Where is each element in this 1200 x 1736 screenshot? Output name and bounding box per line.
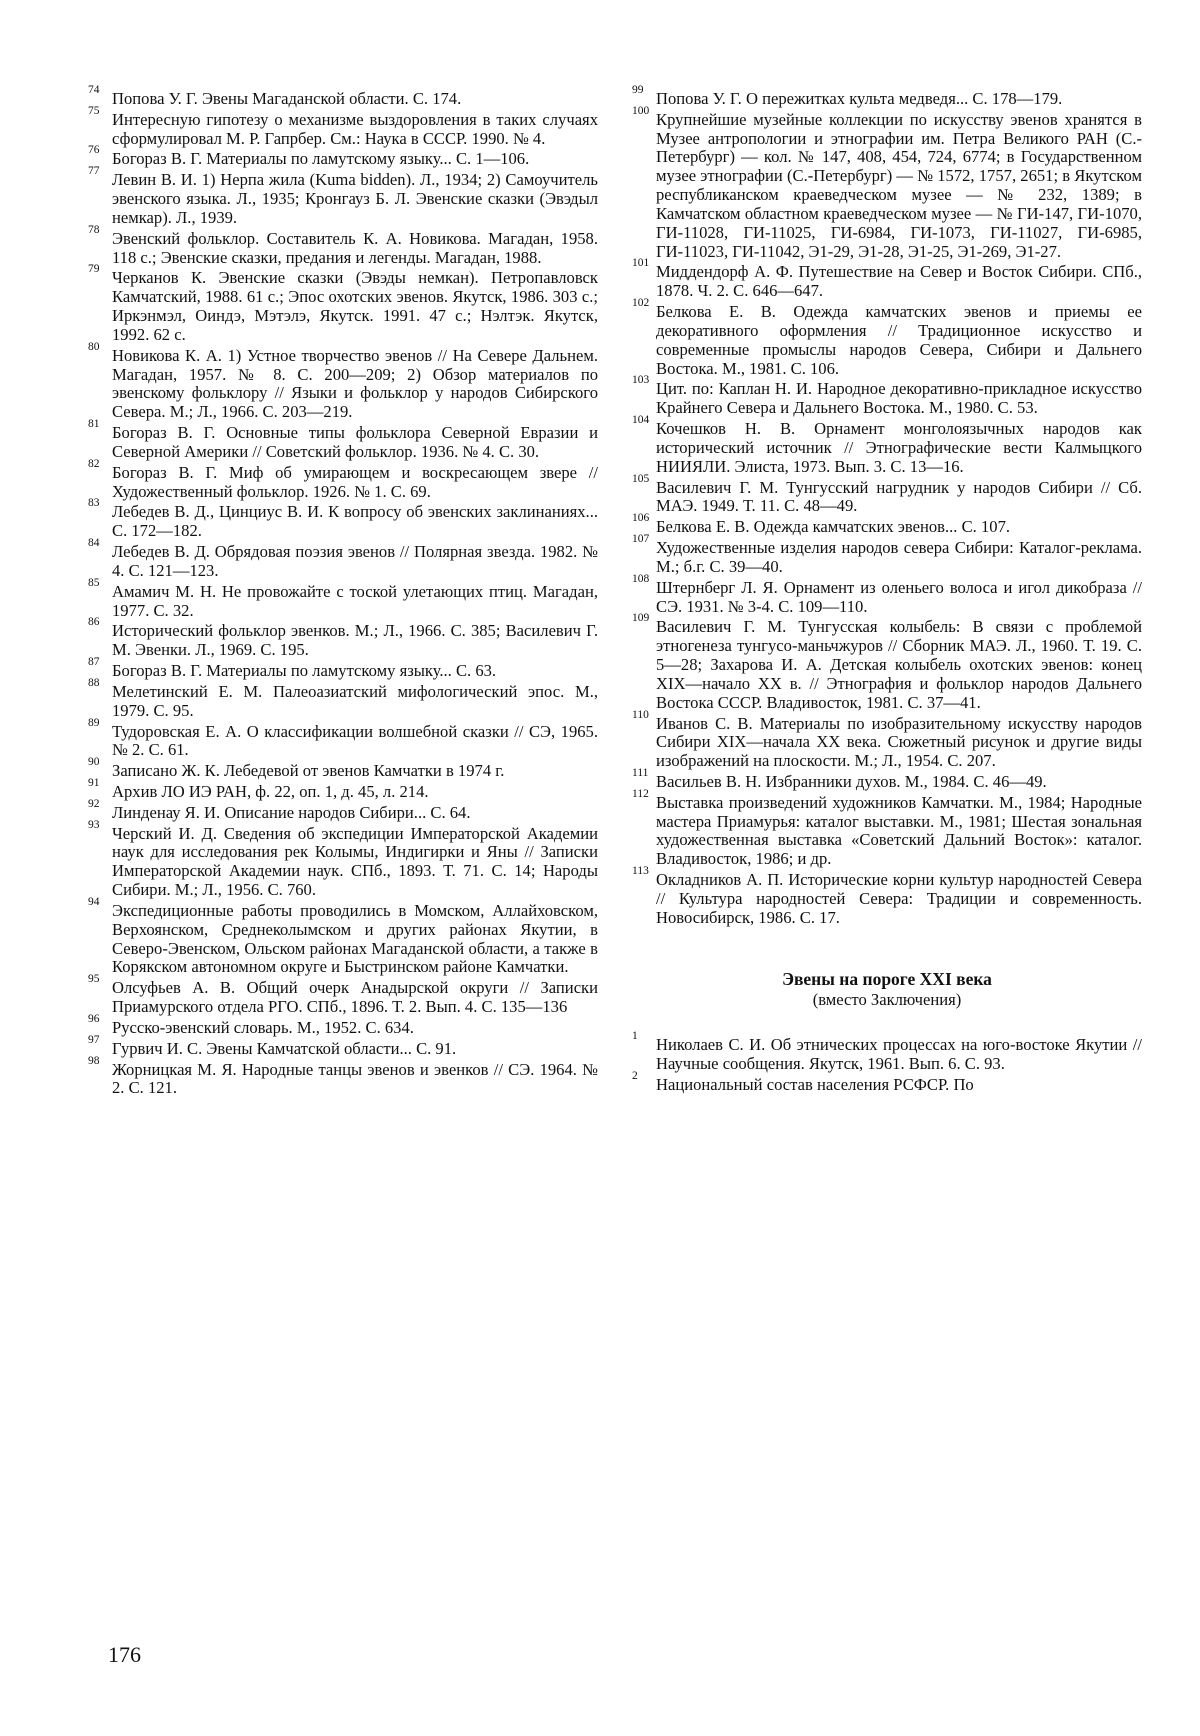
page-number: 176 [108, 1642, 141, 1668]
footnote-number: 77 [88, 165, 100, 178]
footnote-text: Черканов К. Эвенские сказки (Эвэды немкан). Петропавловск Камчатский, 1988. 61 с.; Эпос охотских эвенов. Якутск, 1986. 303 с.; Иркэнмэл, Оиндэ, Мэтэлэ, Якутск. 1991. 47 с.; Нэлтэк. Якутск, 1992. 62 с. [112, 268, 598, 343]
footnote-number: 97 [88, 1034, 100, 1047]
footnote [88, 683, 598, 721]
footnote [88, 1040, 598, 1059]
footnote [88, 424, 598, 462]
footnote-text: Иванов С. В. Материалы по изобразительному искусству народов Сибири XIX—начала XX века. Сюжетный рисунок и другие виды изображений на плоскости. М.; Л., 1954. С. 207. [656, 714, 1142, 771]
book-page [0, 0, 1200, 1736]
footnote [632, 518, 1142, 537]
footnote [632, 1036, 1142, 1074]
footnote-text: Амамич М. Н. Не провожайте с тоской улетающих птиц. Магадан, 1977. С. 32. [112, 582, 598, 620]
footnote-number: 110 [632, 709, 649, 722]
footnote-number: 79 [88, 263, 100, 276]
footnote [88, 171, 598, 227]
footnote-number: 89 [88, 717, 100, 730]
footnote-number: 85 [88, 577, 100, 590]
footnote-text: Записано Ж. К. Лебедевой от эвенов Камчатки в 1974 г. [112, 761, 504, 780]
footnote-number: 104 [632, 414, 649, 427]
footnote [88, 979, 598, 1017]
footnote-text: Миддендорф А. Ф. Путешествие на Север и Восток Сибири. СПб., 1878. Ч. 2. С. 646—647. [656, 262, 1142, 300]
footnote-text: Богораз В. Г. Материалы по ламутскому языку... С. 63. [112, 661, 496, 680]
footnote [88, 662, 598, 681]
footnote-text: Мелетинский Е. М. Палеоазиатский мифологический эпос. М., 1979. С. 95. [112, 682, 598, 720]
footnote-text: Русско-эвенский словарь. М., 1952. С. 634. [112, 1018, 414, 1037]
footnote-text: Тудоровская Е. А. О классификации волшебной сказки // СЭ, 1965. № 2. С. 61. [112, 722, 598, 760]
footnote-text: Белкова Е. В. Одежда камчатских эвенов и приемы ее декоративного оформления // Традиционное искусство и современные промыслы народов Севера, Сибири и Дальнего Востока. М., 1981. С. 106. [656, 302, 1142, 377]
footnote-text: Николаев С. И. Об этнических процессах на юго-востоке Якутии // Научные сообщения. Якутск, 1961. Вып. 6. С. 93. [656, 1035, 1142, 1073]
footnote-number: 108 [632, 573, 649, 586]
footnote-text: Василевич Г. М. Тунгусский нагрудник у народов Сибири // Сб. МАЭ. 1949. Т. 11. С. 48—49. [656, 478, 1142, 516]
footnote [88, 269, 598, 344]
footnote-number: 2 [632, 1070, 638, 1083]
footnote-text: Цит. по: Каплан Н. И. Народное декоративно-прикладное искусство Крайнего Севера и Дальнего Востока. М., 1980. С. 53. [656, 379, 1142, 417]
footnote-text: Экспедиционные работы проводились в Момском, Аллайховском, Верхоянском, Среднеколымском и других районах Якутии, в Северо-Эвенском, Ольском районах Магаданской области, а также в Корякском автономном округе и Быстринском районе Камчатки. [112, 901, 598, 976]
footnote [88, 1061, 598, 1099]
footnote-number: 92 [88, 798, 100, 811]
footnote-text: Лебедев В. Д. Обрядовая поэзия эвенов // Полярная звезда. 1982. № 4. С. 121—123. [112, 542, 598, 580]
footnote [632, 539, 1142, 577]
footnote-text: Белкова Е. В. Одежда камчатских эвенов... С. 107. [656, 517, 1010, 536]
footnote-text: Эвенский фольклор. Составитель К. А. Новикова. Магадан, 1958. 118 с.; Эвенские сказки, предания и легенды. Магадан, 1988. [112, 229, 598, 267]
footnote [88, 902, 598, 977]
footnote [88, 622, 598, 660]
section-title: Эвены на пороге XXI века [632, 970, 1142, 990]
footnote [632, 794, 1142, 869]
footnote-number: 105 [632, 473, 649, 486]
footnote [632, 111, 1142, 262]
footnote-text: Попова У. Г. О пережитках культа медведя... С. 178—179. [656, 89, 1062, 108]
footnote-number: 1 [632, 1030, 638, 1043]
footnote-text: Линденау Я. И. Описание народов Сибири... С. 64. [112, 803, 471, 822]
footnote [88, 804, 598, 823]
footnote-number: 112 [632, 788, 649, 801]
section-notes-list [632, 1036, 1142, 1094]
footnote-text: Попова У. Г. Эвены Магаданской области. С. 174. [112, 89, 461, 108]
footnote-text: Левин В. И. 1) Нерпа жила (Kuma bidden). Л., 1934; 2) Самоучитель эвенского языка. Л., 1935; Кронгауз Б. Л. Эвенские сказки (Эвэдыл немкар). Л., 1939. [112, 170, 598, 227]
footnote [88, 723, 598, 761]
footnote-number: 78 [88, 224, 100, 237]
footnote-number: 102 [632, 297, 649, 310]
footnote-number: 90 [88, 756, 100, 769]
footnote-text: Кочешков Н. В. Орнамент монголоязычных народов как исторический источник // Этнографические вести Калмыцкого НИИЯЛИ. Элиста, 1973. Вып. 3. С. 13—16. [656, 419, 1142, 476]
footnote [88, 583, 598, 621]
footnote [632, 90, 1142, 109]
footnote [632, 871, 1142, 927]
footnote-text: Богораз В. Г. Миф об умирающем и воскресающем звере // Художественный фольклор. 1926. № 1. С. 69. [112, 463, 598, 501]
section-subtitle: (вместо Заключения) [632, 991, 1142, 1010]
footnote-number: 75 [88, 105, 100, 118]
footnote [88, 230, 598, 268]
footnote-number: 101 [632, 257, 649, 270]
footnote-text: Лебедев В. Д., Цинциус В. И. К вопросу об эвенских заклинаниях... С. 172—182. [112, 502, 598, 540]
footnote-text: Новикова К. А. 1) Устное творчество эвенов // На Севере Дальнем. Магадан, 1957. № 8. С. 200—209; 2) Обзор материалов по эвенскому фольклору // Языки и фольклор у народов Сибирского Севера. М.; Л., 1966. С. 203—219. [112, 346, 598, 421]
footnote-text: Жорницкая М. Я. Народные танцы эвенов и эвенков // СЭ. 1964. № 2. С. 121. [112, 1060, 598, 1098]
footnote-number: 98 [88, 1055, 100, 1068]
footnote [632, 618, 1142, 712]
footnote [88, 90, 598, 109]
footnote-text: Художественные изделия народов севера Сибири: Каталог-реклама. М.; б.г. С. 39—40. [656, 538, 1142, 576]
footnote-text: Гурвич И. С. Эвены Камчатской области... С. 91. [112, 1039, 456, 1058]
footnote [88, 503, 598, 541]
footnote [632, 1076, 1142, 1095]
footnote-number: 113 [632, 865, 649, 878]
footnote-number: 100 [632, 105, 649, 118]
footnote [632, 380, 1142, 418]
footnote-number: 81 [88, 418, 100, 431]
footnote [88, 762, 598, 781]
footnote-text: Штернберг Л. Я. Орнамент из оленьего волоса и игол дикобраза // СЭ. 1931. № 3-4. С. 109—110. [656, 578, 1142, 616]
footnote-number: 93 [88, 819, 100, 832]
footnote-text: Олсуфьев А. В. Общий очерк Анадырской округи // Записки Приамурского отдела РГО. СПб., 1896. Т. 2. Вып. 4. С. 135—136 [112, 978, 598, 1016]
footnote [88, 111, 598, 149]
footnote-text: Васильев В. Н. Избранники духов. М., 1984. С. 46—49. [656, 772, 1047, 791]
footnote [632, 579, 1142, 617]
footnote [88, 1019, 598, 1038]
footnote-number: 96 [88, 1013, 100, 1026]
footnote-text: Богораз В. Г. Основные типы фольклора Северной Евразии и Северной Америки // Советский фольклор. 1936. № 4. С. 30. [112, 423, 598, 461]
footnote-text: Выставка произведений художников Камчатки. М., 1984; Народные мастера Приамурья: каталог выставки. М., 1981; Шестая зональная художественная выставка «Советский Дальний Восток»: каталог. Владивосток, 1986; и др. [656, 793, 1142, 868]
footnote-text: Архив ЛО ИЭ РАН, ф. 22, оп. 1, д. 45, л. 214. [112, 782, 429, 801]
footnote-text: Исторический фольклор эвенков. М.; Л., 1966. С. 385; Василевич Г. М. Эвенки. Л., 1969. С. 195. [112, 621, 598, 659]
footnote [632, 420, 1142, 476]
footnote-number: 91 [88, 777, 100, 790]
footnote [88, 825, 598, 900]
footnote-number: 103 [632, 374, 649, 387]
footnote-number: 94 [88, 896, 100, 909]
footnote-number: 95 [88, 973, 100, 986]
footnote-number: 107 [632, 533, 649, 546]
footnote-number: 99 [632, 84, 644, 97]
right-notes-list [632, 90, 1142, 928]
footnote [88, 783, 598, 802]
footnote-text: Национальный состав населения РСФСР. По [656, 1075, 974, 1094]
footnote-text: Интересную гипотезу о механизме выздоровления в таких случаях сформулировал М. Р. Гапрбер. См.: Наука в СССР. 1990. № 4. [112, 110, 598, 148]
footnote-number: 82 [88, 458, 100, 471]
right-column [632, 90, 1142, 1097]
footnote [88, 464, 598, 502]
footnote-number: 74 [88, 84, 100, 97]
footnote [632, 303, 1142, 378]
footnote-text: Василевич Г. М. Тунгусская колыбель: В связи с проблемой этногенеза тунгусо-маньчжуров // Сборник МАЭ. Л., 1960. Т. 19. С. 5—28; Захарова И. А. Детская колыбель охотских эвенов: конец XIX—начало XX в. // Этнография и фольклор народов Дальнего Востока СССР. Владивосток, 1981. С. 37—41. [656, 617, 1142, 711]
footnote-number: 76 [88, 144, 100, 157]
footnote-number: 84 [88, 537, 100, 550]
footnote [88, 150, 598, 169]
footnote-number: 111 [632, 767, 648, 780]
footnote [632, 715, 1142, 771]
footnote-number: 88 [88, 677, 100, 690]
footnote-number: 109 [632, 612, 649, 625]
footnote-text: Черский И. Д. Сведения об экспедиции Императорской Академии наук для исследования рек Колымы, Индигирки и Яны // Записки Императорской Академии наук. СПб., 1893. Т. 71. С. 14; Народы Сибири. М.; Л., 1956. С. 760. [112, 824, 598, 899]
footnote-number: 106 [632, 512, 649, 525]
footnote-number: 83 [88, 497, 100, 510]
footnote-number: 87 [88, 656, 100, 669]
footnote [632, 773, 1142, 792]
footnote-number: 80 [88, 341, 100, 354]
footnote [632, 479, 1142, 517]
left-column [88, 90, 598, 1100]
footnote [632, 263, 1142, 301]
footnote [88, 347, 598, 422]
footnote-text: Крупнейшие музейные коллекции по искусству эвенов хранятся в Музее антропологии и этнографии им. Петра Великого РАН (С.-Петербург) — кол. № 147, 408, 454, 724, 6774; в Государственном музее этнографии (С.-Петербург) — № 1572, 1757, 2651; в Якутском республиканском краеведческом музее — № 232, 1389; в Камчатском областном краеведческом музее — № ГИ-147, ГИ-1070, ГИ-11028, ГИ-11025, ГИ-6984, ГИ-1073, ГИ-11027, ГИ-6985, ГИ-11023, ГИ-11042, Э1-29, Э1-28, Э1-25, Э1-269, Э1-27. [656, 110, 1142, 261]
footnote-text: Окладников А. П. Исторические корни культур народностей Севера // Культура народностей Севера: Традиции и современность. Новосибирск, 1986. С. 17. [656, 870, 1142, 927]
footnote-text: Богораз В. Г. Материалы по ламутскому языку... С. 1—106. [112, 149, 529, 168]
footnote [88, 543, 598, 581]
footnote-number: 86 [88, 616, 100, 629]
